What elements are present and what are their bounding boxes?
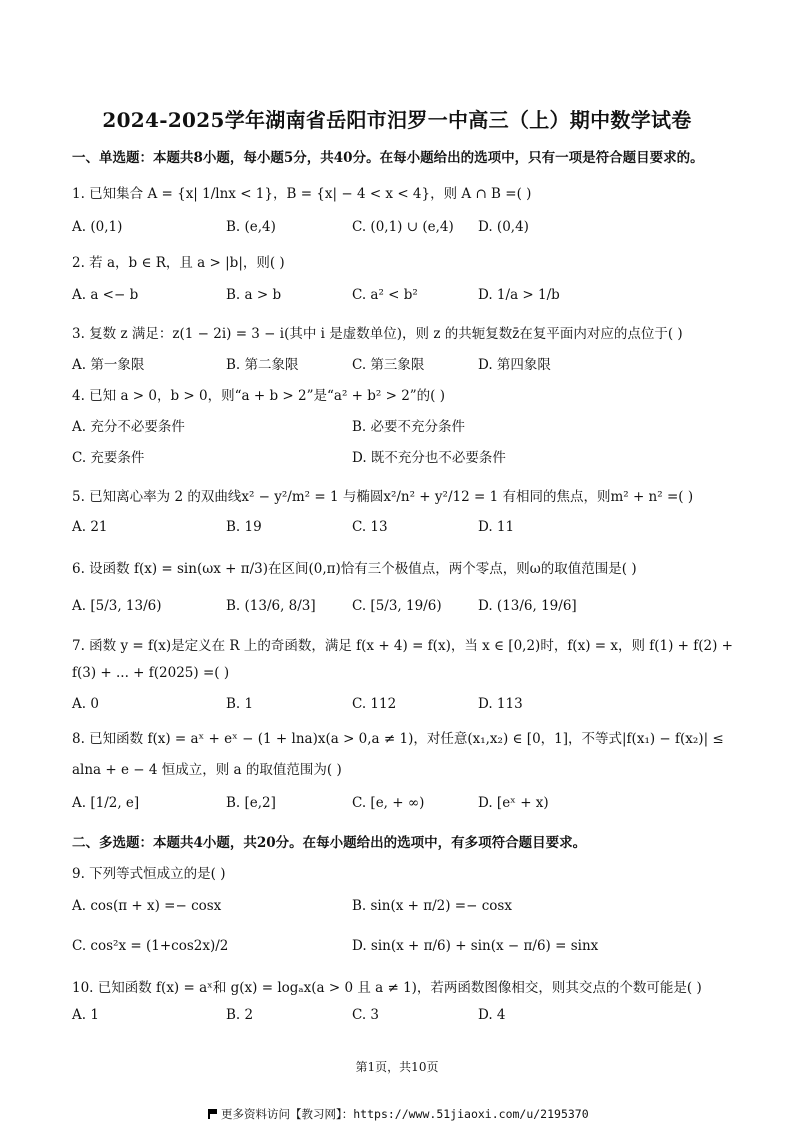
question-5-option-b: B. 19 bbox=[226, 519, 262, 535]
question-3-stem: 3. 复数 z 满足：z(1 − 2i) = 3 − i(其中 i 是虚数单位)，则 z 的共轭复数z̄在复平面内对应的点位于( ) bbox=[72, 326, 683, 342]
question-7-option-b: B. 1 bbox=[226, 696, 254, 712]
question-10-option-c: C. 3 bbox=[352, 1007, 380, 1023]
question-5-option-c: C. 13 bbox=[352, 519, 388, 535]
question-7-stem-continued: f(3) + ... + f(2025) =( ) bbox=[72, 665, 230, 681]
question-1-option-b: B. (e,4) bbox=[226, 219, 276, 235]
question-4-stem: 4. 已知 a > 0，b > 0，则“a + b > 2”是“a² + b² > 2”的( ) bbox=[72, 388, 446, 404]
question-5-stem: 5. 已知离心率为 2 的双曲线x² − y²/m² = 1 与椭圆x²/n² + y²/12 = 1 有相同的焦点，则m² + n² =( ) bbox=[72, 489, 694, 505]
question-7-option-d: D. 113 bbox=[478, 696, 523, 712]
question-1-option-d: D. (0,4) bbox=[478, 219, 529, 235]
question-9-stem: 9. 下列等式恒成立的是( ) bbox=[72, 866, 226, 882]
question-10-option-b: B. 2 bbox=[226, 1007, 254, 1023]
section-single-choice: 一、单选题：本题共8小题，每小题5分，共40分。在每小题给出的选项中，只有一项是符合题目要求的。 bbox=[72, 150, 704, 166]
question-8-stem-continued: alna + e − 4 恒成立，则 a 的取值范围为( ) bbox=[72, 762, 342, 778]
question-4-option-a: A. 充分不必要条件 bbox=[72, 419, 185, 435]
page-number: 第1页，共10页 bbox=[355, 1060, 439, 1074]
question-6-option-b: B. (13/6, 8/3] bbox=[226, 598, 316, 614]
question-6-option-d: D. (13/6, 19/6] bbox=[478, 598, 577, 614]
question-1-option-a: A. (0,1) bbox=[72, 219, 123, 235]
question-2-option-a: A. a <− b bbox=[72, 287, 139, 303]
resource-link[interactable] bbox=[208, 1106, 589, 1122]
question-2-stem: 2. 若 a，b ∈ R，且 a > |b|，则( ) bbox=[72, 255, 285, 271]
question-8-option-a: A. [1/2, e] bbox=[72, 795, 140, 811]
question-4-option-d: D. 既不充分也不必要条件 bbox=[352, 450, 506, 466]
question-5-option-d: D. 11 bbox=[478, 519, 515, 535]
question-7-option-a: A. 0 bbox=[72, 696, 99, 712]
question-8-stem: 8. 已知函数 f(x) = aˣ + eˣ − (1 + lna)x(a > 0,a ≠ 1)，对任意(x₁,x₂) ∈ [0，1]，不等式|f(x₁) − f(x₂)| ≤ bbox=[72, 731, 724, 747]
question-10-option-a: A. 1 bbox=[72, 1007, 99, 1023]
question-3-option-d: D. 第四象限 bbox=[478, 357, 551, 373]
question-2-option-b: B. a > b bbox=[226, 287, 282, 303]
question-7-stem: 7. 函数 y = f(x)是定义在 R 上的奇函数，满足 f(x + 4) = f(x)，当 x ∈ [0,2)时，f(x) = x，则 f(1) + f(2) + bbox=[72, 638, 733, 654]
question-2-option-c: C. a² < b² bbox=[352, 287, 418, 303]
question-5-option-a: A. 21 bbox=[72, 519, 108, 535]
question-1-option-c: C. (0,1) ∪ (e,4) bbox=[352, 219, 454, 235]
question-9-option-a: A. cos(π + x) =− cosx bbox=[72, 898, 222, 914]
page-title: 2024-2025学年湖南省岳阳市汨罗一中高三（上）期中数学试卷 bbox=[102, 108, 692, 132]
flag-icon bbox=[208, 1109, 217, 1119]
question-3-option-b: B. 第二象限 bbox=[226, 357, 299, 373]
question-10-option-d: D. 4 bbox=[478, 1007, 506, 1023]
question-8-option-c: C. [e, + ∞) bbox=[352, 795, 425, 811]
question-9-option-d: D. sin(x + π/6) + sin(x − π/6) = sinx bbox=[352, 938, 599, 954]
question-9-option-c: C. cos²x = (1+cos2x)/2 bbox=[72, 938, 229, 954]
question-3-option-a: A. 第一象限 bbox=[72, 357, 145, 373]
question-8-option-d: D. [eˣ + x) bbox=[478, 795, 549, 811]
question-2-option-d: D. 1/a > 1/b bbox=[478, 287, 560, 303]
question-3-option-c: C. 第三象限 bbox=[352, 357, 425, 373]
question-9-option-b: B. sin(x + π/2) =− cosx bbox=[352, 898, 512, 914]
section-multiple-choice: 二、多选题：本题共4小题，共20分。在每小题给出的选项中，有多项符合题目要求。 bbox=[72, 835, 587, 851]
question-8-option-b: B. [e,2] bbox=[226, 795, 276, 811]
resource-link-text: 更多资料访问【教习网】：https://www.51jiaoxi.com/u/2195370 bbox=[221, 1107, 589, 1121]
question-1-stem: 1. 已知集合 A = {x| 1/lnx < 1}，B = {x| − 4 < x < 4}，则 A ∩ B =( ) bbox=[72, 186, 532, 202]
question-7-option-c: C. 112 bbox=[352, 696, 397, 712]
question-4-option-b: B. 必要不充分条件 bbox=[352, 419, 466, 435]
question-4-option-c: C. 充要条件 bbox=[72, 450, 145, 466]
question-6-stem: 6. 设函数 f(x) = sin(ωx + π/3)在区间(0,π)恰有三个极值点，两个零点，则ω的取值范围是( ) bbox=[72, 561, 637, 577]
question-6-option-c: C. [5/3, 19/6) bbox=[352, 598, 442, 614]
question-10-stem: 10. 已知函数 f(x) = aˣ和 g(x) = logₐx(a > 0 且 a ≠ 1)，若两函数图像相交，则其交点的个数可能是( ) bbox=[72, 980, 702, 996]
question-6-option-a: A. [5/3, 13/6) bbox=[72, 598, 162, 614]
